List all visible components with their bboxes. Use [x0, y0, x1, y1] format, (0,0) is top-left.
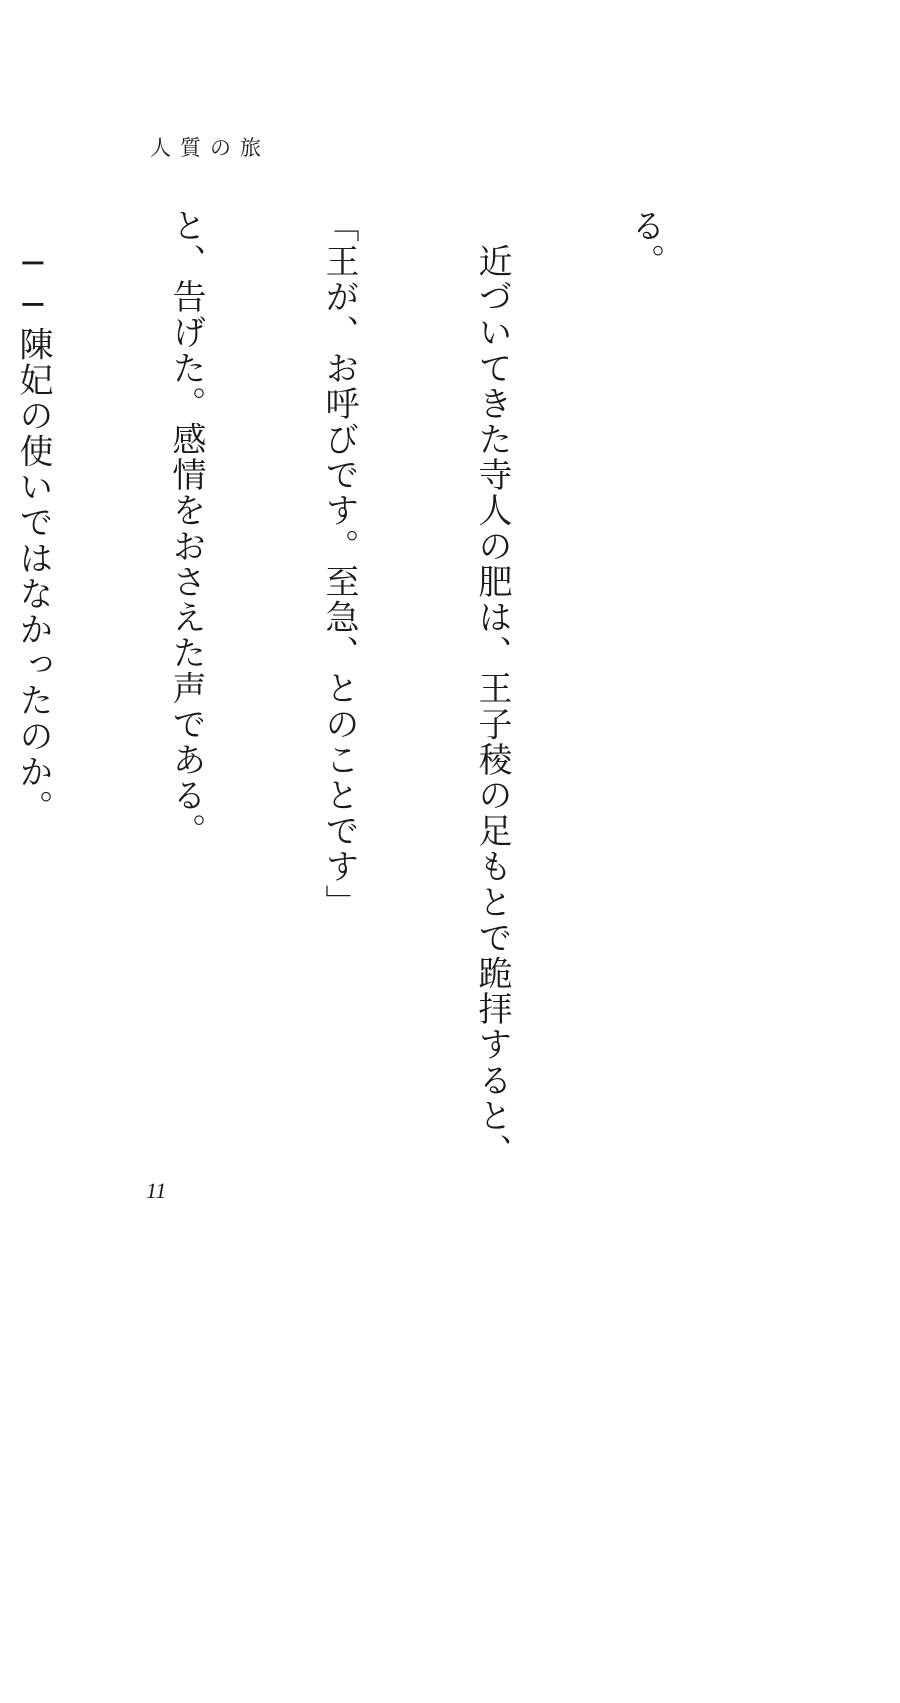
text-line: ──陳妃の使いではなかったのか。 [13, 208, 53, 826]
text-line: 「王が、お呼びです。至急、とのことです」 [319, 208, 359, 920]
page-number: 11 [146, 1178, 167, 1203]
running-head: 人質の旅 [150, 136, 270, 160]
text-line: と、告げた。感情をおさえた声である。 [166, 208, 206, 849]
text-line: 近づいてきた寺人の肥は、王子稜の足もとで跪拝すると、 [472, 208, 512, 1170]
text-line: る。 [625, 208, 665, 280]
